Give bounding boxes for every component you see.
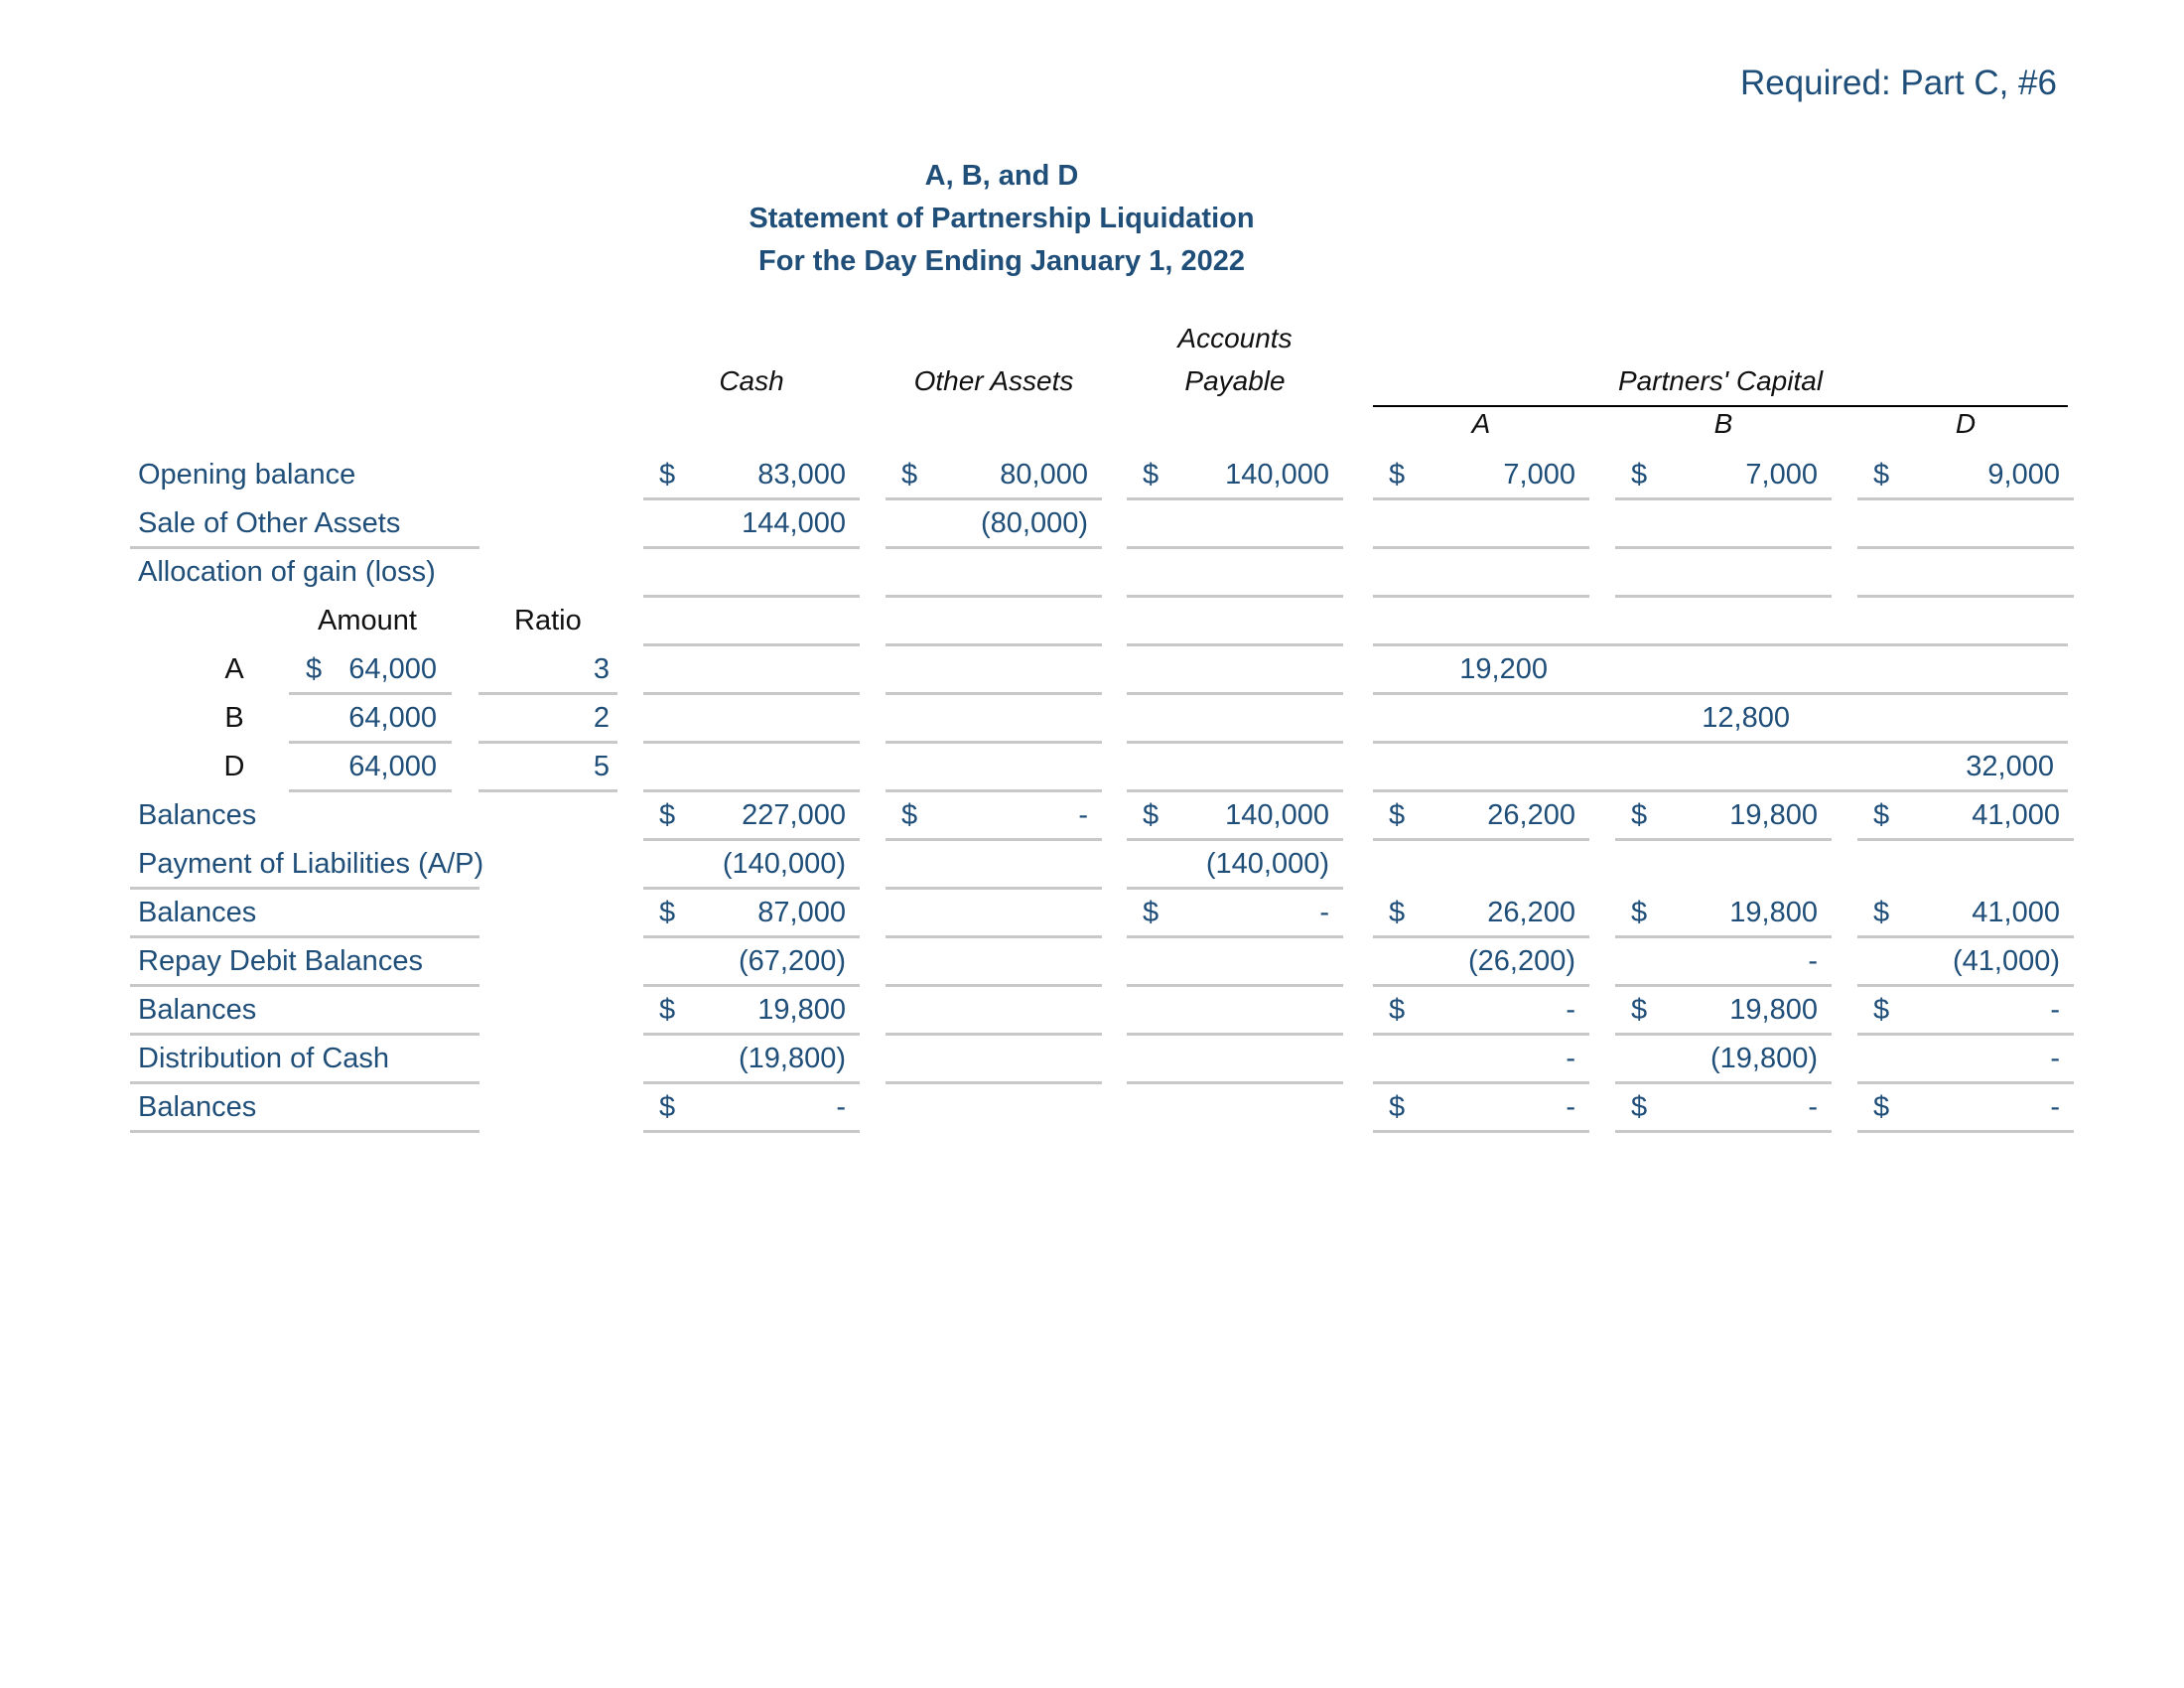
partner-letter: A	[224, 653, 244, 685]
partner-letter: D	[223, 751, 245, 782]
row-balances	[0, 1085, 2184, 1134]
row-opening-balance	[0, 453, 2184, 501]
cash-cell: $ 227,000	[643, 793, 860, 837]
header-partners-capital: Partners' Capital	[1617, 365, 1824, 396]
other-assets-cell	[886, 1037, 1102, 1080]
cash-cell: $ 83,000	[643, 453, 860, 496]
label-underline	[130, 1033, 479, 1036]
capital-d-cell: $ -	[1857, 988, 2074, 1032]
row-label: Balances	[138, 994, 257, 1026]
capital-a-cell: $ -	[1373, 1085, 1589, 1129]
other-assets-cell: $ 80,000	[886, 453, 1102, 496]
allocation-amount: $ 64,000	[289, 647, 452, 691]
capital-a-cell	[1373, 501, 1589, 545]
row-label: Balances	[138, 897, 257, 928]
row-label: Balances	[138, 1091, 257, 1123]
cash-cell	[643, 550, 860, 594]
row-label: Balances	[138, 799, 257, 831]
cash-cell: $ 19,800	[643, 988, 860, 1032]
amount-header: Amount	[318, 605, 417, 636]
allocation-amount: 64,000	[289, 696, 452, 740]
row-label: Payment of Liabilities (A/P)	[138, 848, 484, 880]
cash-cell	[643, 599, 860, 642]
cash-cell: (140,000)	[643, 842, 860, 886]
row-allocation-d	[0, 745, 2184, 793]
capital-d-cell	[1857, 550, 2074, 594]
other-assets-cell	[886, 842, 1102, 886]
label-underline	[130, 546, 479, 549]
allocation-amount: 64,000	[289, 745, 452, 788]
row-label: Distribution of Cash	[138, 1043, 390, 1074]
row-balances	[0, 793, 2184, 842]
capital-d-cell	[1857, 501, 2074, 545]
label-underline	[130, 1130, 479, 1133]
cash-cell	[643, 745, 860, 788]
capital-b-cell: $ -	[1615, 1085, 1832, 1129]
header-partner-d: D	[1955, 408, 1977, 439]
accounts-payable-cell	[1127, 501, 1343, 545]
accounts-payable-cell	[1127, 939, 1343, 983]
capital-b-cell: $ 7,000	[1615, 453, 1832, 496]
cash-cell: $ 87,000	[643, 891, 860, 934]
capital-b-cell: (19,800)	[1615, 1037, 1832, 1080]
capital-d-cell: (41,000)	[1857, 939, 2074, 983]
header-payable: Payable	[1184, 365, 1286, 396]
accounts-payable-cell	[1127, 647, 1343, 691]
partners-capital-rule	[1373, 405, 2068, 407]
row-label: Repay Debit Balances	[138, 945, 423, 977]
other-assets-cell: $ -	[886, 793, 1102, 837]
row-allocation-headers	[0, 599, 2184, 647]
header-partner-a: A	[1471, 408, 1491, 439]
label-underline	[130, 887, 479, 890]
capital-b-cell: $ 19,800	[1615, 793, 1832, 837]
row-label: Sale of Other Assets	[138, 507, 401, 539]
row-balances	[0, 988, 2184, 1037]
capital-a-cell: (26,200)	[1373, 939, 1589, 983]
row-sale-other-assets	[0, 501, 2184, 550]
capital-a-cell: $ -	[1373, 988, 1589, 1032]
other-assets-cell	[886, 550, 1102, 594]
other-assets-cell	[886, 745, 1102, 788]
other-assets-cell: (80,000)	[886, 501, 1102, 545]
capital-d-cell: $ 41,000	[1857, 793, 2074, 837]
capital-d-cell: $ 41,000	[1857, 891, 2074, 934]
row-allocation-a	[0, 647, 2184, 696]
capital-a-cell: $ 26,200	[1373, 891, 1589, 934]
ratio-header: Ratio	[514, 605, 582, 636]
capital-d-cell: -	[1857, 1037, 2074, 1080]
accounts-payable-cell	[1127, 988, 1343, 1032]
accounts-payable-cell: $ 140,000	[1127, 793, 1343, 837]
capital-span-cell: 12,800	[1373, 696, 2068, 740]
cash-cell	[643, 696, 860, 740]
capital-b-cell: $ 19,800	[1615, 891, 1832, 934]
accounts-payable-cell	[1127, 696, 1343, 740]
other-assets-cell	[886, 647, 1102, 691]
cash-cell: (19,800)	[643, 1037, 860, 1080]
capital-a-cell: -	[1373, 1037, 1589, 1080]
header-other-assets: Other Assets	[913, 365, 1074, 396]
row-distribution-of-cash	[0, 1037, 2184, 1085]
title-line-3: For the Day Ending January 1, 2022	[758, 245, 1245, 277]
required-label: Required: Part C, #6	[1739, 64, 2057, 102]
other-assets-cell	[886, 891, 1102, 934]
row-allocation-b	[0, 696, 2184, 745]
allocation-ratio: 5	[478, 745, 617, 788]
cash-cell	[643, 647, 860, 691]
capital-a-cell: $ 26,200	[1373, 793, 1589, 837]
capital-span-cell: 19,200	[1373, 647, 2068, 691]
accounts-payable-cell	[1127, 1037, 1343, 1080]
accounts-payable-cell: $ 140,000	[1127, 453, 1343, 496]
header-accounts: Accounts	[1177, 323, 1293, 353]
capital-b-cell	[1615, 550, 1832, 594]
capital-b-cell: $ 19,800	[1615, 988, 1832, 1032]
capital-b-cell: -	[1615, 939, 1832, 983]
cash-cell: $ -	[643, 1085, 860, 1129]
other-assets-cell	[886, 599, 1102, 642]
allocation-ratio: 3	[478, 647, 617, 691]
capital-a-cell: $ 7,000	[1373, 453, 1589, 496]
partner-letter: B	[224, 702, 244, 734]
row-repay-debit-balances	[0, 939, 2184, 988]
label-underline	[130, 1081, 479, 1084]
header-partner-b: B	[1713, 408, 1733, 439]
statement-title	[0, 155, 2184, 283]
accounts-payable-cell	[1127, 550, 1343, 594]
header-cash: Cash	[719, 365, 784, 396]
row-label: Opening balance	[138, 459, 356, 491]
title-line-1: A, B, and D	[924, 160, 1079, 192]
capital-span-cell: 32,000	[1373, 745, 2068, 788]
row-payment-liabilities	[0, 842, 2184, 891]
capital-span-cell	[1373, 599, 2068, 642]
accounts-payable-cell	[1127, 745, 1343, 788]
capital-d-cell: $ -	[1857, 1085, 2074, 1129]
label-underline	[130, 984, 479, 987]
accounts-payable-cell	[1127, 599, 1343, 642]
other-assets-cell	[886, 988, 1102, 1032]
cash-cell: (67,200)	[643, 939, 860, 983]
accounts-payable-cell: $ -	[1127, 891, 1343, 934]
label-underline	[130, 935, 479, 938]
other-assets-cell	[886, 939, 1102, 983]
row-label: Allocation of gain (loss)	[138, 556, 436, 588]
allocation-ratio: 2	[478, 696, 617, 740]
accounts-payable-cell: (140,000)	[1127, 842, 1343, 886]
row-allocation	[0, 550, 2184, 599]
capital-b-cell	[1615, 501, 1832, 545]
other-assets-cell	[886, 696, 1102, 740]
cash-cell: 144,000	[643, 501, 860, 545]
capital-d-cell: $ 9,000	[1857, 453, 2074, 496]
capital-a-cell	[1373, 550, 1589, 594]
row-balances	[0, 891, 2184, 939]
title-line-2: Statement of Partnership Liquidation	[749, 203, 1255, 234]
